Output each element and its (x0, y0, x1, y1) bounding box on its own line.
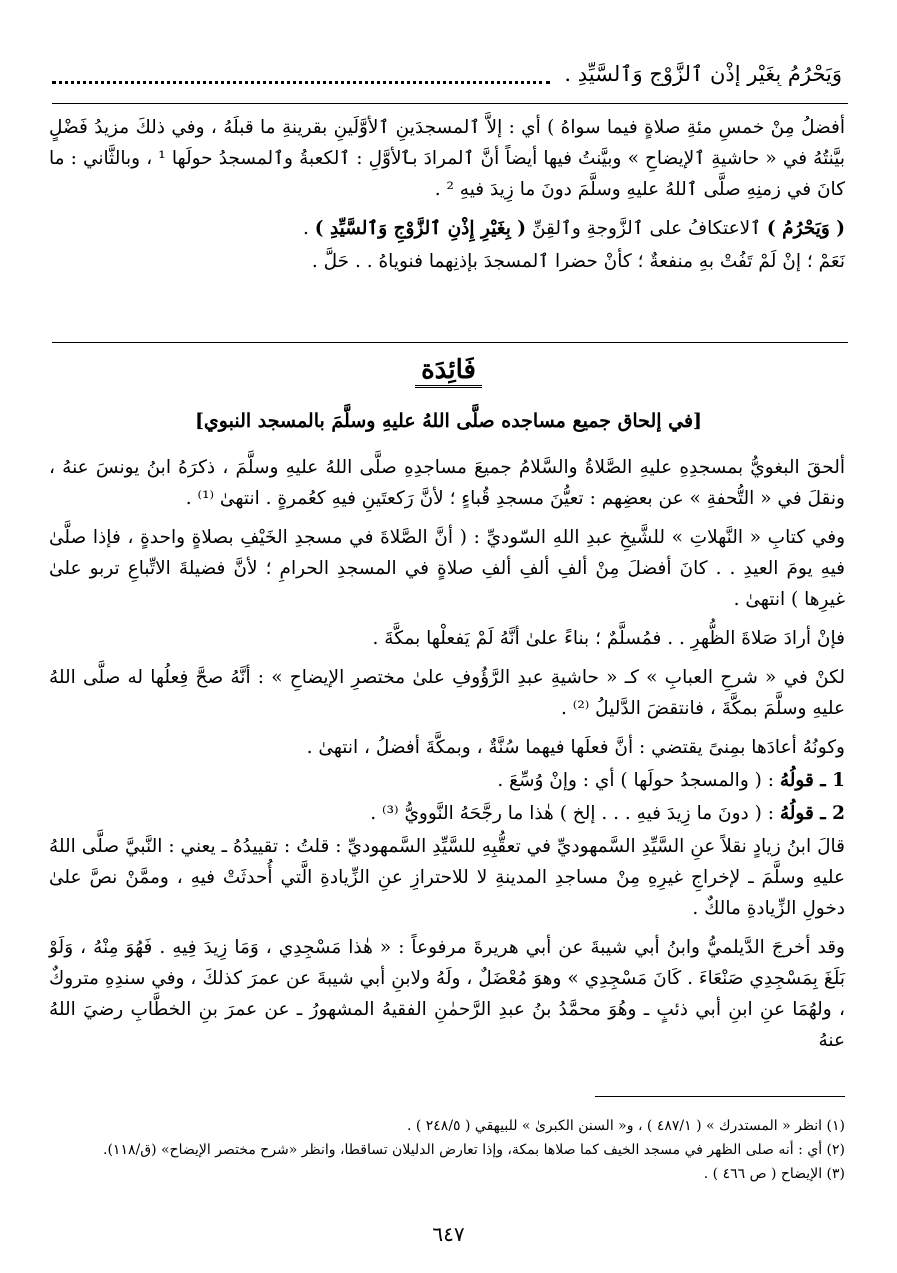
running-head-text: وَيَحْرُمُ بِغَيْرِ إِذْنِ ٱلزَّوْجِ وَٱلسَّيِّدِ . (564, 62, 842, 86)
fa-subtitle: [في إلحاق جميع مساجده صلَّى اللهُ عليهِ وسلَّمَ بالمسجد النبوي] (194, 410, 703, 432)
footnote-3: (٣) الإيضاح ( ص ٤٦٦ ) . (703, 1166, 845, 1182)
top-paragraph-1: أفضلُ مِنْ خمسِ مئةِ صلاةٍ فيما سواهُ ) أي : إلاَّ ٱلمسجدَينِ ٱلأوَّلَينِ بقرينةِ ما قبلَهُ ، وفي ذلكَ مزيدُ فَضْلٍ بيَّنتُهُ في « حاشيةِ ٱلإيضاحِ » وبيَّنتُ فيها أيضاً أنَّ ٱلمرادَ بٱلأوَّلِ : ٱلكعبةُ وٱلمسجدُ حولَها ¹ ، وبالثَّاني : ما كانَ في زمنِهِ صلَّى ٱللهُ عليهِ وسلَّمَ دونَ ما زِيدَ فيهِ ² . (49, 117, 846, 200)
footnotes (49, 1114, 845, 1186)
main-paragraph-2: وفي كتابِ « النَّهلاتِ » للشَّيخِ عبدِ اللهِ السّوديِّ : ( أنَّ الصَّلاةَ في مسجدِ الخَيْفِ بصلاةٍ واحدةٍ ، فإذا صلَّىٰ فيهِ يومَ العيدِ . . كانَ أفضلَ مِنْ ألفِ ألفِ ألفِ صلاةٍ في المسجدِ الحرامِ ؛ لأنَّ فضيلةَ الاتِّباعِ تربو علىٰ غيرِها ) انتهىٰ . (49, 527, 845, 610)
main-paragraph-6: قالَ ابنُ زيادٍ نقلاً عنِ السَّيِّدِ السَّمهوديِّ في تعقُّبِهِ للسَّيِّدِ السَّمهوديِّ : قلتُ : تقييدُهُ ـ يعني : النَّبيَّ صلَّى اللهُ عليهِ وسلَّمَ ـ لإخراجِ غيرِهِ مِنْ مساجدِ المدينةِ لا للاحترازِ عنِ الزِّيادةِ الَّتي أُحدثَتْ فيهِ ، وممَّنْ نصَّ علىٰ دخولِ الزِّيادةِ مالكٌ . (49, 836, 845, 919)
main-paragraph-5: وكونُهُ أعادَها بمِنىً يقتضي : أنَّ فعلَها فيهما سُنَّةٌ ، وبمكَّةَ أفضلُ ، انتهىٰ . (306, 737, 845, 758)
main-paragraph-4: لكنْ في « شرحِ العبابِ » كـ « حاشيةِ عبدِ الرَّؤُوفِ علىٰ مختصرِ الإيضاحِ » : أنَّهُ صحَّ فِعلُها له صلَّى اللهُ عليهِ وسلَّمَ بمكَّةَ ، فانتقضَ الدَّليلُ ⁽²⁾ . (49, 667, 845, 719)
main-paragraph-1: ألحقَ البغويُّ بمسجدِهِ عليهِ الصَّلاةُ والسَّلامُ جميعَ مساجدِهِ صلَّى اللهُ عليهِ وسلَّمَ ، ذكرَهُ ابنُ يونسَ عنهُ ، ونقلَ في « التُّحفةِ » عن بعضِهم : تعيُّنَ مسجدِ قُباءٍ ؛ لأنَّ رَكعتَينِ فيهِ كعُمرةٍ . انتهىٰ ⁽¹⁾ . (49, 457, 845, 509)
footnote-1: (١) انظر « المستدرك » ( ٤٨٧/١ ) ، و« السنن الكبرىٰ » للبيهقي ( ٢٤٨/٥ ) . (406, 1118, 845, 1134)
note-1-label: 1 ـ قولُهُ (779, 770, 845, 791)
top-paragraph-2-end: . (302, 218, 315, 239)
matn-bold-1: ( وَيَحْرُمُ ) (766, 218, 845, 239)
main-paragraph-3: فإنْ أرادَ صَلاةَ الظُّهرِ . . فمُسلَّمٌ ؛ بناءً علىٰ أنَّهُ لَمْ يَفعلْها بمكَّةَ . (372, 628, 845, 649)
main-paragraph-7: وقد أخرجَ الدَّيلميُّ وابنُ أبي شيبةَ عن أبي هريرةَ مرفوعاً : « هٰذا مَسْجِدِي ، وَمَا زِيدَ فِيهِ . فَهُوَ مِنْهُ ، وَلَوْ بَلَغَ بِمَسْجِدِي صَنْعَاءَ . كَانَ مَسْجِدِي » وهوَ مُعْضَلٌ ، ولَهُ ولابنِ أبي شيبةَ عن عمرَ كذلكَ ، وفي سندِهِ متروكٌ ، ولهُمَا عنِ ابنِ أبي ذئبٍ ـ وهُوَ محمَّدُ بنُ عبدِ الرَّحمٰنِ الفقيهُ المشهورُ ـ عن عمرَ بنِ الخطَّابِ رضيَ اللهُ عنهُ (49, 937, 845, 1051)
top-paragraph-2-text: ٱلاعتكافُ على ٱلزَّوجةِ وٱلقِنِّ (526, 218, 767, 239)
top-section (49, 112, 845, 285)
note-2-label: 2 ـ قولُهُ (779, 803, 845, 824)
note-2 (49, 798, 845, 829)
fa-title (0, 355, 897, 385)
page-number: ٦٤٧ (432, 1222, 465, 1246)
header-rule (52, 103, 848, 104)
main-section (49, 452, 845, 1064)
top-paragraph-3: نَعَمْ ؛ إنْ لَمْ تَفُتْ بهِ منفعةٌ ؛ كأنْ حضرا ٱلمسجدَ بإذنِهما فنوياهُ . . حَلَّ . (311, 251, 845, 272)
note-1 (49, 765, 845, 796)
running-head-dots (52, 73, 550, 84)
note-1-text: : ( والمسجدُ حولَها ) أي : وإنْ وُسِّعَ . (497, 770, 780, 791)
note-2-text: : ( دونَ ما زِيدَ فيهِ . . . إلخ ) هٰذا ما رجَّحَهُ النَّوويُّ ⁽³⁾ . (370, 803, 780, 824)
running-head (52, 62, 842, 86)
section-rule (52, 342, 848, 343)
footnote-rule (595, 1096, 845, 1097)
fa-title-text: فَائِدَة (415, 355, 482, 388)
matn-bold-2: ( بِغَيْرِ إِذْنِ ٱلزَّوْجِ وَٱلسَّيِّدِ ) (314, 218, 527, 239)
footnote-2: (٢) أي : أنه صلى الظهر في مسجد الخيف كما صلاها بمكة، وإذا تعارض الدليلان تساقطا، وانظر «شرح مختصر الإيضاح» (ق/١١٨). (103, 1142, 845, 1158)
top-paragraph-2 (49, 213, 845, 244)
